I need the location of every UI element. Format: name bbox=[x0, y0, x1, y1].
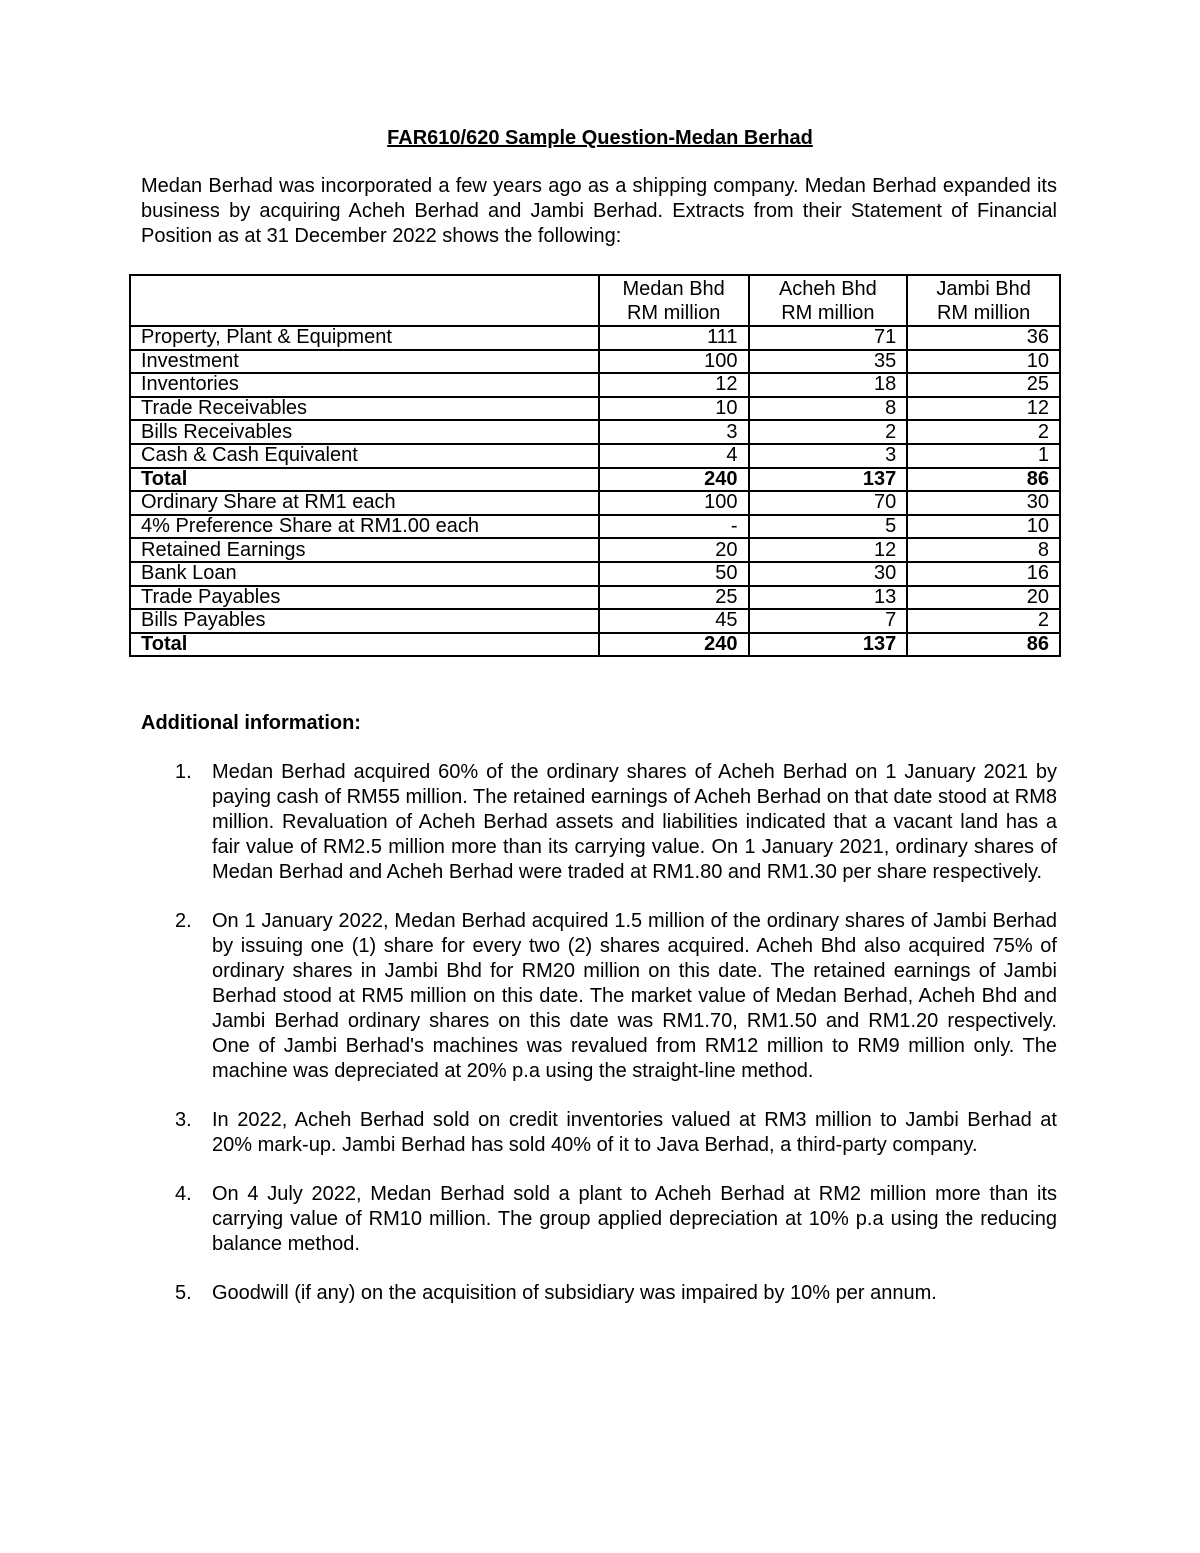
column-header-line1: Medan Bhd bbox=[622, 278, 725, 300]
row-value: 20 bbox=[599, 538, 749, 562]
row-value: 8 bbox=[907, 538, 1060, 562]
row-value: 10 bbox=[907, 350, 1060, 374]
column-header-line2: RM million bbox=[936, 302, 1031, 324]
row-value: 13 bbox=[749, 586, 908, 610]
row-value: 70 bbox=[749, 491, 908, 515]
row-value: 36 bbox=[907, 326, 1060, 350]
row-value: 10 bbox=[599, 397, 749, 421]
row-value: 30 bbox=[749, 562, 908, 586]
table-row bbox=[130, 491, 1060, 515]
list-item bbox=[141, 1108, 1057, 1158]
financial-position-table bbox=[129, 274, 1061, 657]
row-value: 2 bbox=[749, 420, 908, 444]
row-label: Trade Payables bbox=[130, 586, 599, 610]
list-item-text: Medan Berhad acquired 60% of the ordinary shares of Acheh Berhad on 1 January 2021 by paying cash of RM55 million. The retained earnings of Acheh Berhad on that date stood at RM8 million. Revaluation of Acheh Berhad assets and liabilities indicated that a vacant land has a fair value of RM2.5 million more than its carrying value. On 1 January 2021, ordinary shares of Medan Berhad and Acheh Berhad were traded at RM1.80 and RM1.30 per share respectively. bbox=[212, 761, 1057, 883]
row-value: 240 bbox=[599, 468, 749, 492]
row-value: 50 bbox=[599, 562, 749, 586]
row-value: 30 bbox=[907, 491, 1060, 515]
row-value: 5 bbox=[749, 515, 908, 539]
list-item bbox=[141, 760, 1057, 885]
row-value: - bbox=[599, 515, 749, 539]
table-row bbox=[130, 397, 1060, 421]
row-value: 12 bbox=[599, 373, 749, 397]
row-label: Total bbox=[130, 633, 599, 657]
intro-paragraph: Medan Berhad was incorporated a few years ago as a shipping company. Medan Berhad expanded its business by acquiring Acheh Berhad and Jambi Berhad. Extracts from their Statement of Financial Position as at 31 December 2022 shows the following: bbox=[141, 175, 1057, 247]
column-header-line1: Jambi Bhd bbox=[936, 278, 1031, 300]
row-value: 1 bbox=[907, 444, 1060, 468]
row-label: Inventories bbox=[130, 373, 599, 397]
row-value: 111 bbox=[599, 326, 749, 350]
row-value: 3 bbox=[749, 444, 908, 468]
row-value: 25 bbox=[599, 586, 749, 610]
row-value: 100 bbox=[599, 350, 749, 374]
table-row bbox=[130, 515, 1060, 539]
column-header-line2: RM million bbox=[626, 302, 721, 324]
row-value: 18 bbox=[749, 373, 908, 397]
column-header-medan bbox=[599, 275, 749, 326]
row-value: 25 bbox=[907, 373, 1060, 397]
row-label: Trade Receivables bbox=[130, 397, 599, 421]
column-header-acheh bbox=[749, 275, 908, 326]
row-value: 86 bbox=[907, 468, 1060, 492]
row-label: Ordinary Share at RM1 each bbox=[130, 491, 599, 515]
row-value: 2 bbox=[907, 420, 1060, 444]
table-row bbox=[130, 562, 1060, 586]
table-header-row bbox=[130, 275, 1060, 326]
row-value: 20 bbox=[907, 586, 1060, 610]
list-item-text: Goodwill (if any) on the acquisition of subsidiary was impaired by 10% per annum. bbox=[212, 1282, 937, 1304]
row-value: 12 bbox=[907, 397, 1060, 421]
list-item-text: On 4 July 2022, Medan Berhad sold a plant to Acheh Berhad at RM2 million more than its carrying value of RM10 million. The group applied depreciation at 10% p.a using the reducing balance method. bbox=[212, 1183, 1057, 1255]
table-row bbox=[130, 350, 1060, 374]
row-label: Bank Loan bbox=[130, 562, 599, 586]
table-row bbox=[130, 326, 1060, 350]
row-label: Property, Plant & Equipment bbox=[130, 326, 599, 350]
row-label: Retained Earnings bbox=[130, 538, 599, 562]
column-header-line2: RM million bbox=[781, 302, 875, 324]
header-blank-cell bbox=[130, 275, 599, 326]
table-row bbox=[130, 586, 1060, 610]
row-value: 240 bbox=[599, 633, 749, 657]
table-row bbox=[130, 468, 1060, 492]
table-row bbox=[130, 633, 1060, 657]
row-label: Investment bbox=[130, 350, 599, 374]
row-value: 71 bbox=[749, 326, 908, 350]
list-item-number: 1. bbox=[175, 761, 192, 783]
table-row bbox=[130, 609, 1060, 633]
row-value: 8 bbox=[749, 397, 908, 421]
row-label: Cash & Cash Equivalent bbox=[130, 444, 599, 468]
list-item-text: On 1 January 2022, Medan Berhad acquired 1.5 million of the ordinary shares of Jambi Berhad by issuing one (1) share for every two (2) shares acquired. Acheh Bhd also acquired 75% of ordinary shares in Jambi Bhd for RM20 million on this date. The retained earnings of Jambi Berhad stood at RM5 million on this date. The market value of Medan Berhad, Acheh Bhd and Jambi Berhad ordinary shares on this date was RM1.70, RM1.50 and RM1.20 respectively. One of Jambi Berhad's machines was revalued from RM12 million to RM9 million only. The machine was depreciated at 20% p.a using the straight-line method. bbox=[212, 910, 1057, 1082]
additional-info-heading: Additional information: bbox=[141, 712, 361, 734]
row-value: 35 bbox=[749, 350, 908, 374]
row-label: Total bbox=[130, 468, 599, 492]
row-value: 45 bbox=[599, 609, 749, 633]
row-label: Bills Receivables bbox=[130, 420, 599, 444]
row-value: 137 bbox=[749, 633, 908, 657]
row-value: 12 bbox=[749, 538, 908, 562]
row-value: 137 bbox=[749, 468, 908, 492]
column-header-line1: Acheh Bhd bbox=[778, 278, 877, 300]
list-item-number: 2. bbox=[175, 910, 192, 932]
row-label: Bills Payables bbox=[130, 609, 599, 633]
list-item-number: 5. bbox=[175, 1282, 192, 1304]
list-item-text: In 2022, Acheh Berhad sold on credit inventories valued at RM3 million to Jambi Berhad at 20% mark-up. Jambi Berhad has sold 40% of it to Java Berhad, a third-party company. bbox=[212, 1109, 1057, 1156]
table-row bbox=[130, 444, 1060, 468]
row-value: 4 bbox=[599, 444, 749, 468]
table-row bbox=[130, 538, 1060, 562]
row-value: 10 bbox=[907, 515, 1060, 539]
row-value: 86 bbox=[907, 633, 1060, 657]
list-item bbox=[141, 909, 1057, 1084]
column-header-jambi bbox=[907, 275, 1060, 326]
list-item bbox=[141, 1182, 1057, 1257]
list-item-number: 3. bbox=[175, 1109, 192, 1131]
row-value: 2 bbox=[907, 609, 1060, 633]
list-item bbox=[141, 1281, 1057, 1306]
additional-info-list bbox=[141, 760, 1057, 1330]
list-item-number: 4. bbox=[175, 1183, 192, 1205]
page-title: FAR610/620 Sample Question-Medan Berhad bbox=[387, 127, 813, 149]
row-value: 100 bbox=[599, 491, 749, 515]
row-value: 7 bbox=[749, 609, 908, 633]
row-label: 4% Preference Share at RM1.00 each bbox=[130, 515, 599, 539]
table-row bbox=[130, 420, 1060, 444]
table-row bbox=[130, 373, 1060, 397]
row-value: 16 bbox=[907, 562, 1060, 586]
row-value: 3 bbox=[599, 420, 749, 444]
